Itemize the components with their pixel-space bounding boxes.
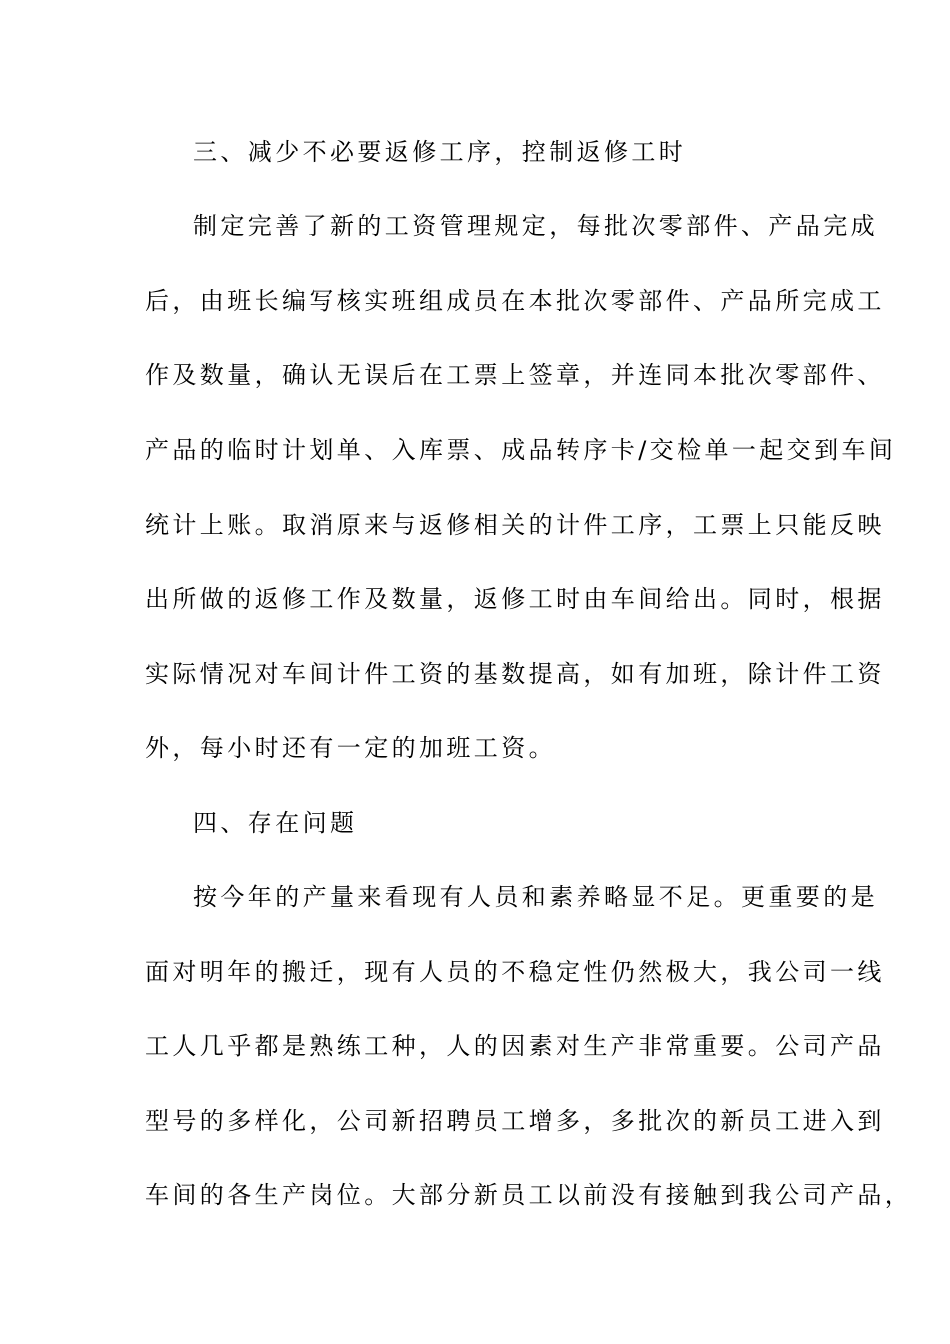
paragraph-line: 制定完善了新的工资管理规定，每批次零部件、产品完成 [193,212,878,240]
section-heading-3: 三、减少不必要返修工序，控制返修工时 [193,138,687,166]
paragraph-line: 后，由班长编写核实班组成员在本批次零部件、产品所完成工 [145,287,885,315]
paragraph-line: 出所做的返修工作及数量，返修工时由车间给出。同时，根据 [145,585,885,613]
section-heading-4: 四、存在问题 [193,809,358,837]
paragraph-line: 按今年的产量来看现有人员和素养略显不足。更重要的是 [193,883,878,911]
paragraph-line: 型号的多样化，公司新招聘员工增多，多批次的新员工进入到 [145,1107,885,1135]
paragraph-line: 面对明年的搬迁，现有人员的不稳定性仍然极大，我公司一线 [145,958,885,986]
paragraph-line: 作及数量，确认无误后在工票上签章，并连同本批次零部件、 [145,361,885,389]
paragraph-line: 统计上账。取消原来与返修相关的计件工序，工票上只能反映 [145,511,885,539]
paragraph-line: 产品的临时计划单、入库票、成品转序卡/交检单一起交到车间 [145,436,897,464]
paragraph-line: 车间的各生产岗位。大部分新员工以前没有接触到我公司产品， [145,1181,913,1209]
paragraph-line: 实际情况对车间计件工资的基数提高，如有加班，除计件工资 [145,660,885,688]
paragraph-line: 工人几乎都是熟练工种，人的因素对生产非常重要。公司产品 [145,1032,885,1060]
paragraph-line: 外，每小时还有一定的加班工资。 [145,734,556,762]
